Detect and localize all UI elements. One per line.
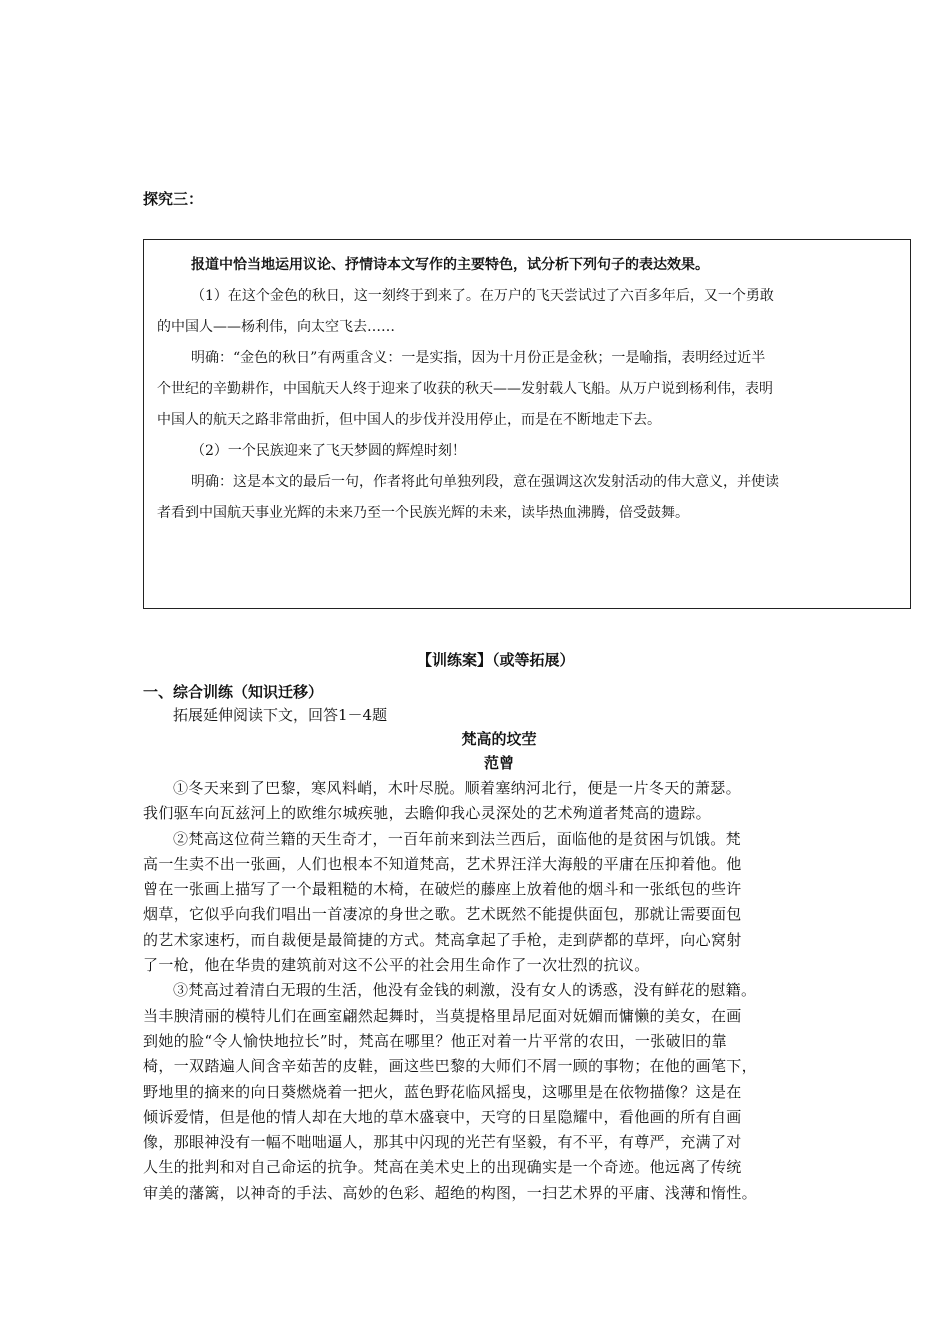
reading-instruction: 拓展延伸阅读下文，回答1－4题 [173,706,388,724]
article-line: 野地里的摘来的向日葵燃烧着一把火，蓝色野花临风摇曳，这哪里是在依物描像？这是在 [143,1082,742,1101]
article-line: 曾在一张画上描写了一个最粗糙的木椅，在破烂的藤座上放着他的烟斗和一张纸包的些许 [143,880,742,899]
article-line: ①冬天来到了巴黎，寒风料峭，木叶尽脱。顺着塞纳河北行，便是一片冬天的萧瑟。 [173,779,741,797]
article-line: 高一生卖不出一张画，人们也根本不知道梵高，艺术界汪洋大海般的平庸在压抑着他。他 [143,854,742,873]
article-line: ③梵高过着清白无瑕的生活，他没有金钱的刺激，没有女人的诱惑，没有鲜花的慰籍。 [173,981,757,1000]
article-line: 烟草，它似乎向我们唱出一首凄凉的身世之歌。艺术既然不能提供面包，那就让需要面包 [143,905,742,924]
box-answer-1-line-2: 个世纪的辛勤耕作，中国航天人终于迎来了收获的秋天——发射载人飞船。从万户说到杨利伟，表明 [157,381,773,397]
box-answer-1-line-3: 中国人的航天之路非常曲折，但中国人的步伐并没用停止，而是在不断地走下去。 [157,412,661,428]
article-title: 梵高的坟茔 [461,730,537,748]
article-line: 倾诉爱情，但是他的情人却在大地的草木盛衰中，天穹的日星隐耀中，看他画的所有自画 [143,1107,742,1126]
box-answer-1-line-1: 明确：“金色的秋日”有两重含义：一是实指，因为十月份正是金秋；一是喻指，表明经过近半 [191,350,766,366]
box-answer-2-line-2: 者看到中国航天事业光辉的未来乃至一个民族光辉的未来，读毕热血沸腾，倍受鼓舞。 [157,505,689,521]
article-line: 椅，一双踏遍人间含辛茹苦的皮鞋，画这些巴黎的大师们不屑一顾的事物；在他的画笔下， [143,1057,758,1076]
analysis-box [143,239,911,609]
article-line: 我们驱车向瓦兹河上的欧维尔城疾驰，去瞻仰我心灵深处的艺术殉道者梵高的遗踪。 [143,804,711,823]
article-line: ②梵高这位荷兰籍的天生奇才，一百年前来到法兰西后，面临他的是贫困与饥饿。梵 [173,829,741,848]
article-line: 人生的批判和对自己命运的抗争。梵高在美术史上的出现确实是一个奇迹。他远离了传统 [143,1158,742,1177]
section-three-heading: 探究三： [143,190,204,208]
box-task: 报道中恰当地运用议论、抒情诗本文写作的主要特色，试分析下列句子的表达效果。 [191,257,709,273]
box-answer-2-line-1: 明确：这是本文的最后一句，作者将此句单独列段，意在强调这次发射活动的伟大意义，并使读 [191,474,779,490]
section-one-heading: 一、综合训练（知识迁移） [143,683,324,701]
article-author: 范曾 [483,754,514,772]
article-line: 审美的藩篱，以神奇的手法、高妙的色彩、超绝的构图，一扫艺术界的平庸、浅薄和惰性。 [143,1183,758,1202]
training-title: 【训练案】（或等拓展） [417,651,575,669]
article-line: 当丰腴清丽的模特儿们在画室翩然起舞时，当莫提格里昂尼面对妩媚而慵懒的美女，在画 [143,1006,742,1025]
article-line: 了一枪，他在华贵的建筑前对这不公平的社会用生命作了一次壮烈的抗议。 [143,956,650,975]
article-line: 到她的脸“令人愉快地拉长”时，梵高在哪里？他正对着一片平常的农田，一张破旧的靠 [143,1031,727,1050]
article-body [143,776,843,1206]
box-question-1-line-1: （1）在这个金色的秋日，这一刻终于到来了。在万户的飞天尝试过了六百多年后，又一个勇敢 [191,288,774,304]
box-question-1-line-2: 的中国人——杨利伟，向太空飞去…… [157,319,395,335]
box-question-2: （2）一个民族迎来了飞天梦圆的辉煌时刻！ [191,443,466,459]
article-line: 的艺术家速朽，而自裁便是最简捷的方式。梵高拿起了手枪，走到萨都的草坪，向心窝射 [143,930,742,949]
article-line: 像，那眼神没有一幅不咄咄逼人，那其中闪现的光芒有坚毅，有不平，有尊严，充满了对 [143,1133,742,1152]
